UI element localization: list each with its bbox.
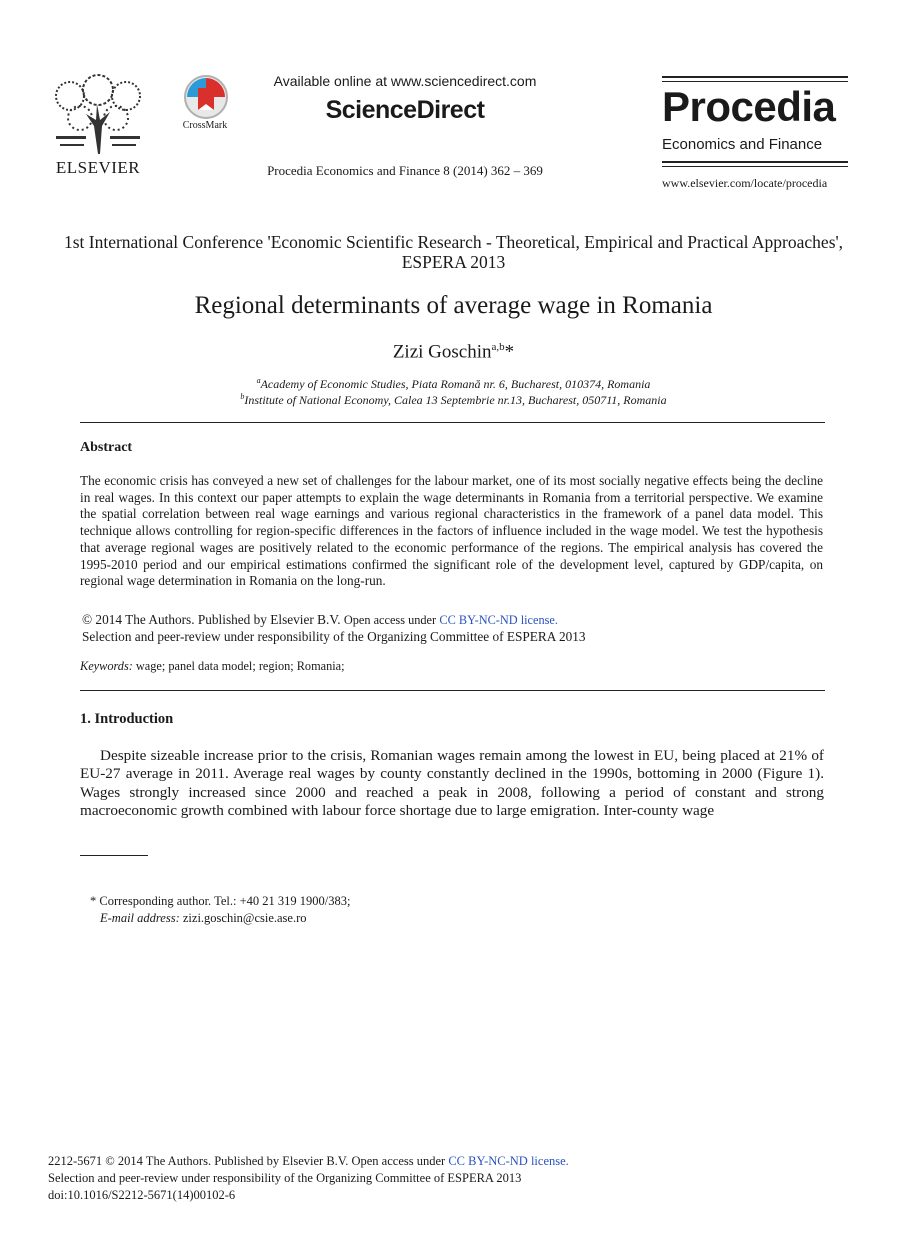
email-address[interactable]: zizi.goschin@csie.ase.ro — [182, 911, 307, 925]
abstract-bottom-rule — [80, 690, 825, 691]
affiliation-b-text: Institute of National Economy, Calea 13 Septembrie nr.13, Bucharest, 050711, Romania — [244, 393, 667, 407]
procedia-rule-bottom-thin — [662, 166, 848, 167]
introduction-heading: 1. Introduction — [80, 711, 174, 727]
conference-name: 1st International Conference 'Economic Scientific Research - Theoretical, Empirical and Practical Approaches', ESPERA 2013 — [63, 232, 844, 272]
bottom-doi-line: doi:10.1016/S2212-5671(14)00102-6 — [48, 1188, 236, 1202]
license-link[interactable]: CC BY-NC-ND license. — [439, 613, 558, 627]
affiliation-a-text: Academy of Economic Studies, Piata Romană nr. 6, Bucharest, 010374, Romania — [260, 377, 651, 391]
procedia-url[interactable]: www.elsevier.com/locate/procedia — [662, 176, 828, 190]
keywords-label: Keywords: — [80, 659, 133, 673]
footnote-rule — [80, 855, 148, 856]
affiliation-b — [60, 392, 847, 408]
author-name: Zizi Goschin — [392, 341, 492, 363]
copyright-prefix: © 2014 The Authors. Published by Elsevier B.V. — [82, 612, 341, 627]
journal-reference: Procedia Economics and Finance 8 (2014) 362 – 369 — [267, 163, 543, 178]
sciencedirect-logo[interactable]: ScienceDirect — [325, 96, 485, 124]
abstract-top-rule — [80, 422, 825, 423]
keywords-text: wage; panel data model; region; Romania; — [135, 659, 345, 673]
abstract-text: The economic crisis has conveyed a new set of challenges for the labour market, one of its most socially negative effects being the decline in real wages. In this context our paper attempts to explain the wage determinants in Romania from a territorial perspective. We examine the spatial correlation between real wage earnings and various regional characteristics in the framework of a panel data model. This technique allows controlling for region-specific differences in the factors of influence included in the wage model. We test the hypothesis that average regional wages are positively related to the economic performance of the regions. The empirical analysis has covered the 1995-2010 period and our empirical estimations confirmed the significant role of the development level, captured by GDP/capita, on regional wage determination in Romania on the long-run. — [80, 473, 823, 589]
procedia-rule-bottom — [662, 161, 848, 163]
affiliation-a — [60, 376, 847, 392]
author — [60, 341, 847, 363]
introduction-text: Despite sizeable increase prior to the crisis, Romanian wages remain among the lowest in EU, being placed at 21% of EU-27 average in 2011. Average real wages by county constantly declined in the 1990s, bottoming in 2000 (Figure 1). Wages strongly increased since 2000 and reached a peak in 2008, following a period of constant and strong macroeconomic growth combined with labour force shortage due to large emigration. Inter-county wage — [80, 747, 824, 819]
elsevier-wordmark: ELSEVIER — [55, 158, 141, 177]
keywords — [80, 659, 820, 674]
copyright-line — [82, 612, 822, 628]
footnote-email — [100, 911, 307, 926]
author-affil-sup: a,b — [491, 341, 505, 353]
bottom-license-link[interactable]: CC BY-NC-ND license. — [448, 1154, 569, 1168]
bottom-issn-line — [48, 1154, 848, 1169]
email-label: E-mail address: — [100, 911, 180, 925]
procedia-rule-top-thin — [662, 81, 848, 82]
paper-title: Regional determinants of average wage in Romania — [194, 292, 713, 319]
procedia-logo: Procedia — [662, 83, 836, 130]
procedia-subtitle: Economics and Finance — [662, 136, 823, 153]
author-star: * — [504, 341, 515, 363]
crossmark-label: CrossMark — [182, 120, 228, 131]
affiliation-b-sup: b — [240, 392, 245, 401]
affiliation-a-sup: a — [256, 376, 261, 385]
open-access-text: Open access under — [343, 613, 437, 627]
available-online-text: Available online at www.sciencedirect.com — [273, 73, 537, 89]
procedia-rule-top — [662, 76, 848, 78]
selection-line: Selection and peer-review under responsibility of the Organizing Committee of ESPERA 2013 — [82, 629, 586, 644]
footnote-corresponding: * Corresponding author. Tel.: +40 21 319 1900/383; — [90, 894, 351, 908]
bottom-selection-line: Selection and peer-review under responsibility of the Organizing Committee of ESPERA 2013 — [48, 1171, 522, 1185]
bottom-issn-prefix: 2212-5671 © 2014 The Authors. Published by Elsevier B.V. Open access under — [48, 1154, 446, 1168]
abstract-heading: Abstract — [80, 440, 133, 455]
